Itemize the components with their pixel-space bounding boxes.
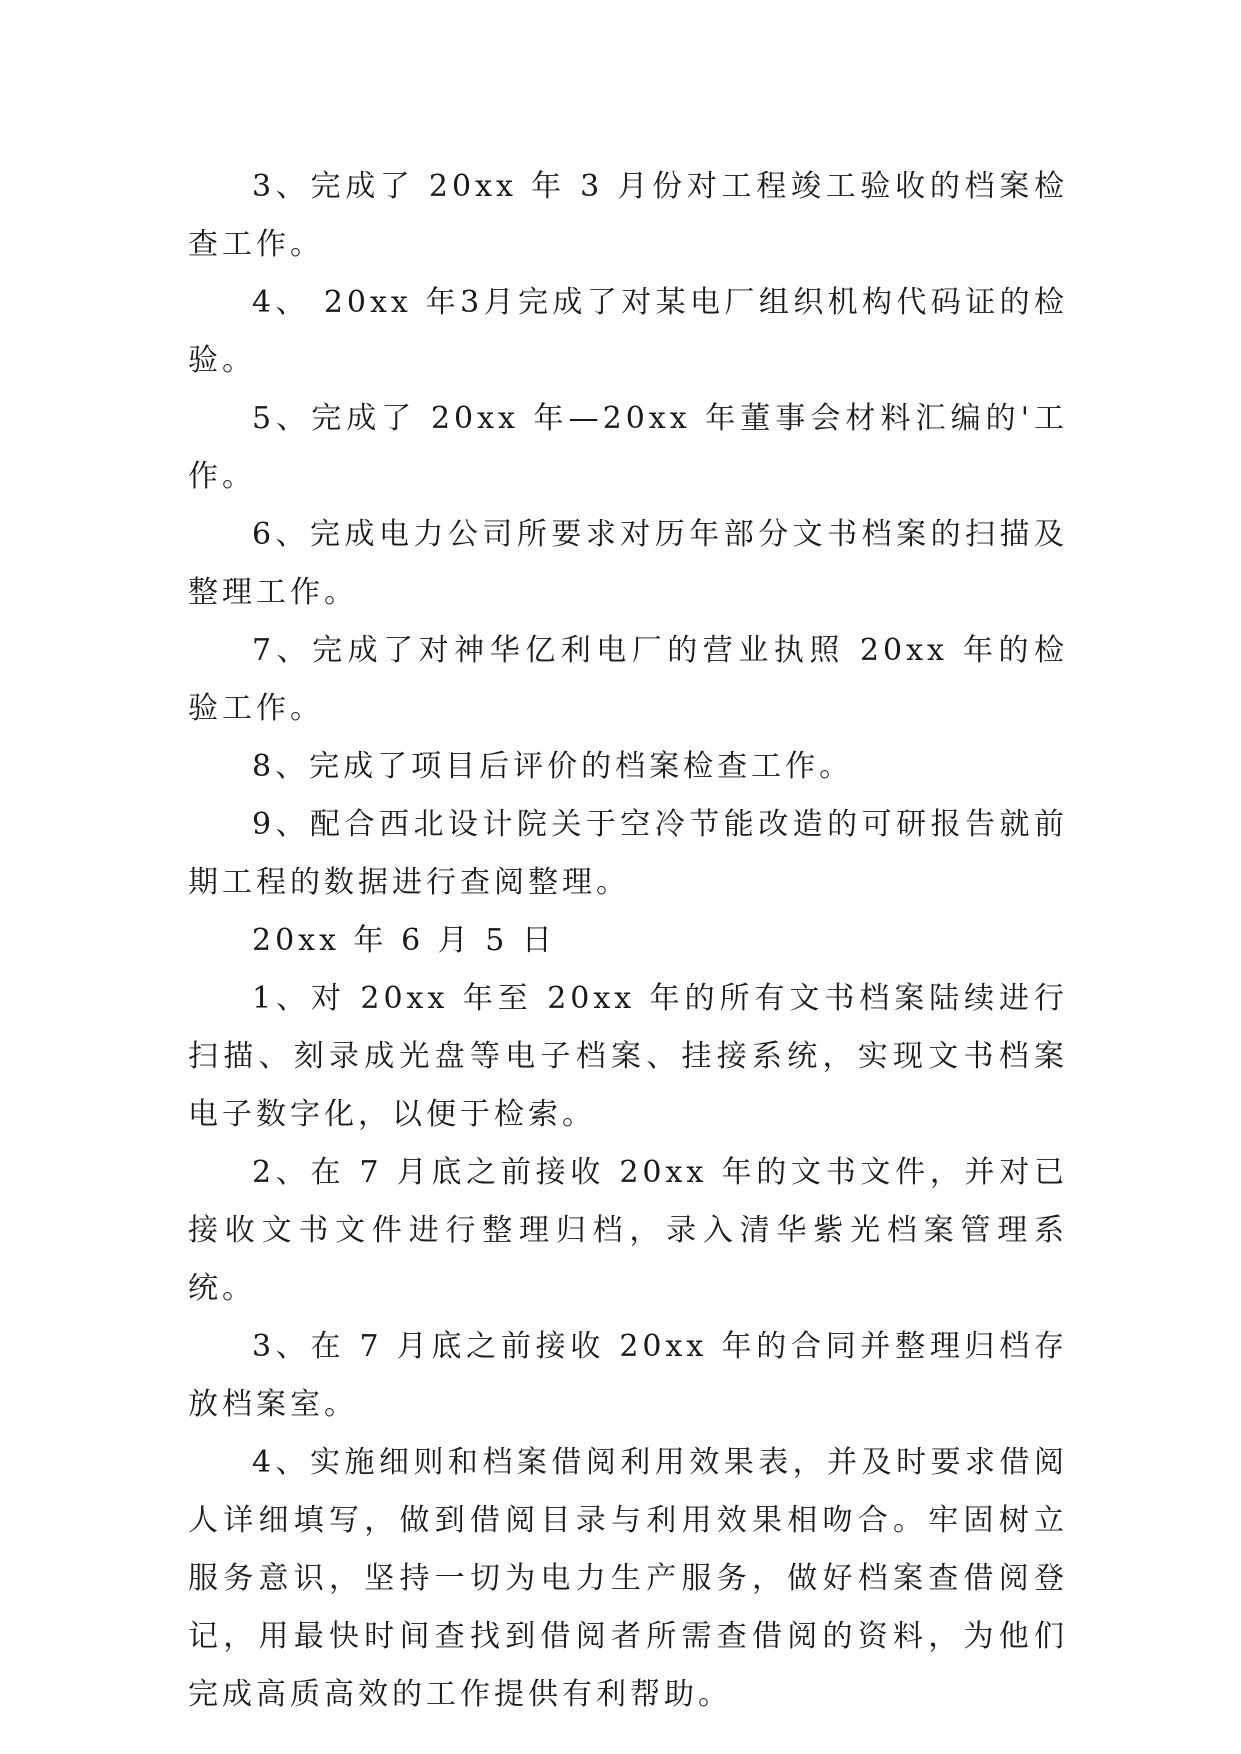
plan-item-2-documents: 2、在 7 月底之前接收 20xx 年的文书文件，并对已接收文书文件进行整理归档，录入清华紫光档案管理系统。	[188, 1155, 1068, 1306]
paragraph-item-8-post-evaluation: 8、完成了项目后评价的档案检查工作。	[252, 749, 854, 784]
date-line: 20xx 年 6 月 5 日	[252, 923, 556, 958]
document-body	[188, 158, 1068, 1724]
paragraph-item-3-acceptance: 3、完成了 20xx 年 3 月份对工程竣工验收的档案检查工作。	[188, 169, 1068, 262]
plan-item-1-digitization: 1、对 20xx 年至 20xx 年的所有文书档案陆续进行扫描、刻录成光盘等电子档案、挂接系统，实现文书档案电子数字化，以便于检索。	[188, 981, 1068, 1132]
plan-item-3-contracts: 3、在 7 月底之前接收 20xx 年的合同并整理归档存放档案室。	[188, 1329, 1068, 1422]
paragraph-item-4-code-certificate: 4、 20xx 年3月完成了对某电厂组织机构代码证的检验。	[188, 285, 1068, 378]
paragraph-item-5-board-materials: 5、完成了 20xx 年—20xx 年董事会材料汇编的'工作。	[188, 401, 1068, 494]
paragraph-item-7-business-license: 7、完成了对神华亿利电厂的营业执照 20xx 年的检验工作。	[188, 633, 1068, 726]
paragraph-item-9-data-review: 9、配合西北设计院关于空冷节能改造的可研报告就前期工程的数据进行查阅整理。	[188, 807, 1068, 900]
paragraph-item-6-scanning: 6、完成电力公司所要求对历年部分文书档案的扫描及整理工作。	[188, 517, 1068, 610]
plan-item-4-borrowing: 4、实施细则和档案借阅利用效果表，并及时要求借阅人详细填写，做到借阅目录与利用效果相吻合。牢固树立服务意识，坚持一切为电力生产服务，做好档案查借阅登记，用最快时间查找到借阅者所需查借阅的资料，为他们完成高质高效的工作提供有利帮助。	[188, 1445, 1068, 1712]
